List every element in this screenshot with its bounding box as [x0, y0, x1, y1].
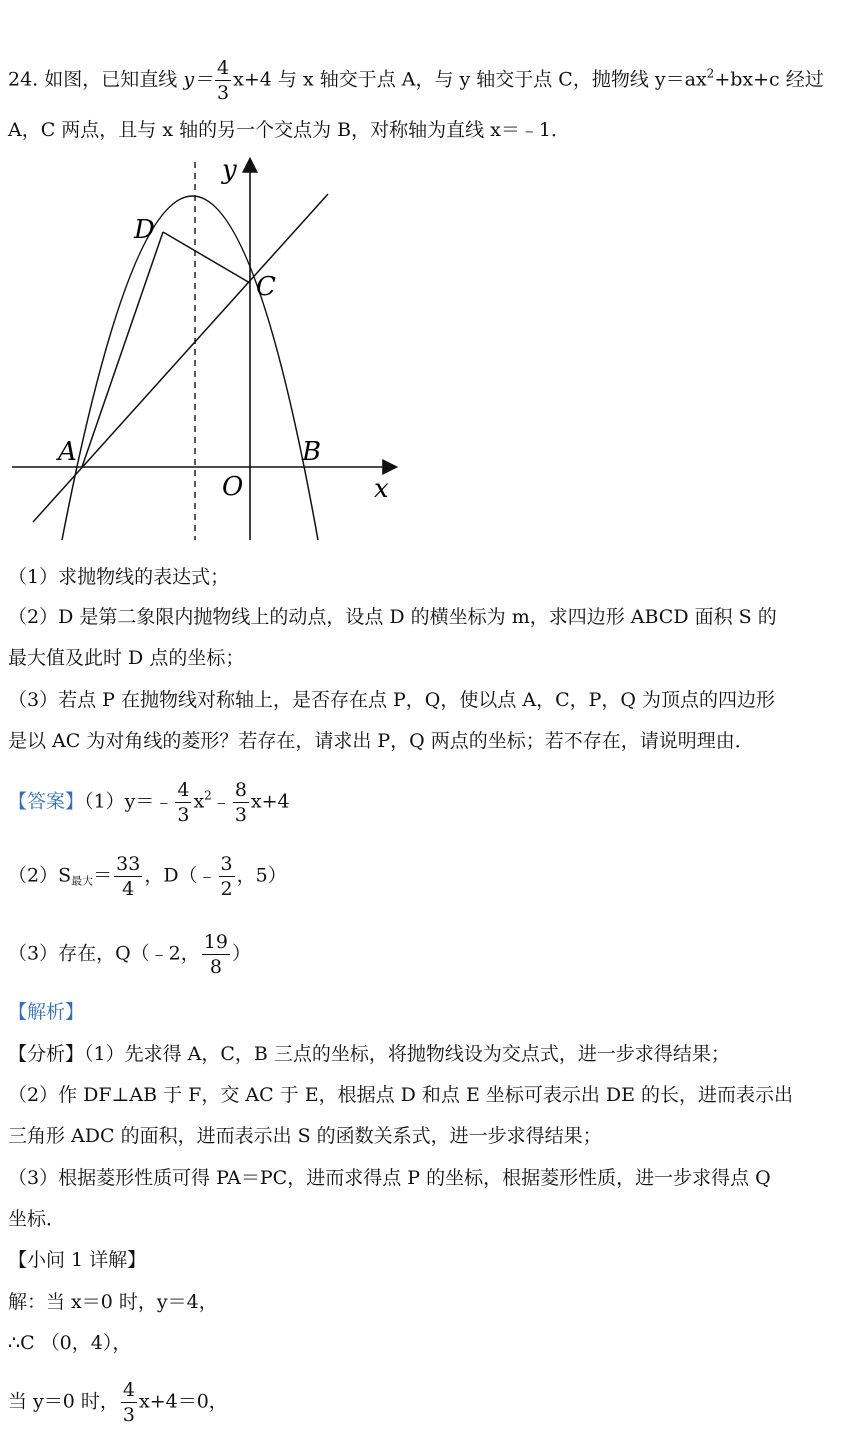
- fraction: $\frac{4}{3}$: [217, 57, 230, 104]
- label-x: x: [374, 474, 389, 504]
- label-o: O: [222, 472, 244, 502]
- question-2a: （2）D 是第二象限内抛物线上的动点，设点 D 的横坐标为 m，求四边形 ABCD 面积 S 的: [8, 606, 777, 628]
- problem-line-2: A，C 两点，且与 x 轴的另一个交点为 B，对称轴为直线 x＝﹣1．: [8, 119, 570, 141]
- analysis-2a: （2）作 DF⊥AB 于 F，交 AC 于 E，根据点 D 和点 E 坐标可表示出 DE 的长，进而表示出: [8, 1084, 794, 1106]
- analysis-3b: 坐标．: [8, 1208, 66, 1230]
- label-y: y: [222, 155, 237, 185]
- segment-ad: [82, 232, 163, 467]
- answer-tag: 【答案】: [8, 790, 85, 813]
- analysis-fenxi: 【分析】（1）先求得 A，C，B 三点的坐标，将抛物线设为交点式，进一步求得结果；: [8, 1043, 730, 1065]
- question-3b: 是以 AC 为对角线的菱形？若存在，请求出 P，Q 两点的坐标；若不存在，请说明理由．: [8, 730, 754, 752]
- analysis-2b: 三角形 ADC 的面积，进而表示出 S 的函数关系式，进一步求得结果；: [8, 1125, 602, 1147]
- detail-tag: 【小问 1 详解】: [8, 1249, 147, 1271]
- analysis-3a: （3）根据菱形性质可得 PA＝PC，进而求得点 P 的坐标，根据菱形性质，进一步求得点 Q: [8, 1167, 771, 1189]
- question-2b: 最大值及此时 D 点的坐标；: [8, 647, 245, 669]
- line-ac: [33, 194, 328, 522]
- question-3a: （3）若点 P 在抛物线对称轴上，是否存在点 P，Q，使以点 A，C，P，Q 为顶点的四边形: [8, 689, 776, 711]
- figure: [0, 150, 420, 550]
- solution-step-3: 当 y＝0 时， $\frac{4}{3}$ x+4＝0，: [8, 1379, 228, 1426]
- analysis-tag: 【解析】: [8, 1001, 85, 1023]
- segment-dc: [163, 232, 250, 283]
- solution-step-1: 解：当 x＝0 时，y＝4，: [8, 1291, 218, 1313]
- answer-2: $(2)S_{最大}=$ $\frac{33}{4}$ ，D（﹣ $\frac{3}{2}$ ，5）: [8, 853, 287, 900]
- problem-number: 24.: [8, 68, 39, 91]
- problem-line-1: 24. 如图，已知直线 y＝ $\frac{4}{3}$ x+4 与 x 轴交于点 A，与 y 轴交于点 C，抛物线 $y=ax^2+bx+c$ 经过: [8, 57, 824, 104]
- label-d: D: [134, 215, 155, 245]
- label-a: A: [58, 437, 77, 467]
- answer-1: 【答案】（1）y＝﹣ $\frac{4}{3}$ $x^2﹣$ $\frac{8}{3}$ x+4: [8, 779, 290, 826]
- question-1: （1）求抛物线的表达式；: [8, 566, 230, 588]
- label-b: B: [302, 437, 322, 467]
- solution-step-2: ∴C （0，4），: [8, 1332, 132, 1354]
- answer-3: （3）存在，Q（﹣2， $\frac{19}{8}$ ）: [8, 931, 251, 978]
- label-c: C: [256, 272, 276, 302]
